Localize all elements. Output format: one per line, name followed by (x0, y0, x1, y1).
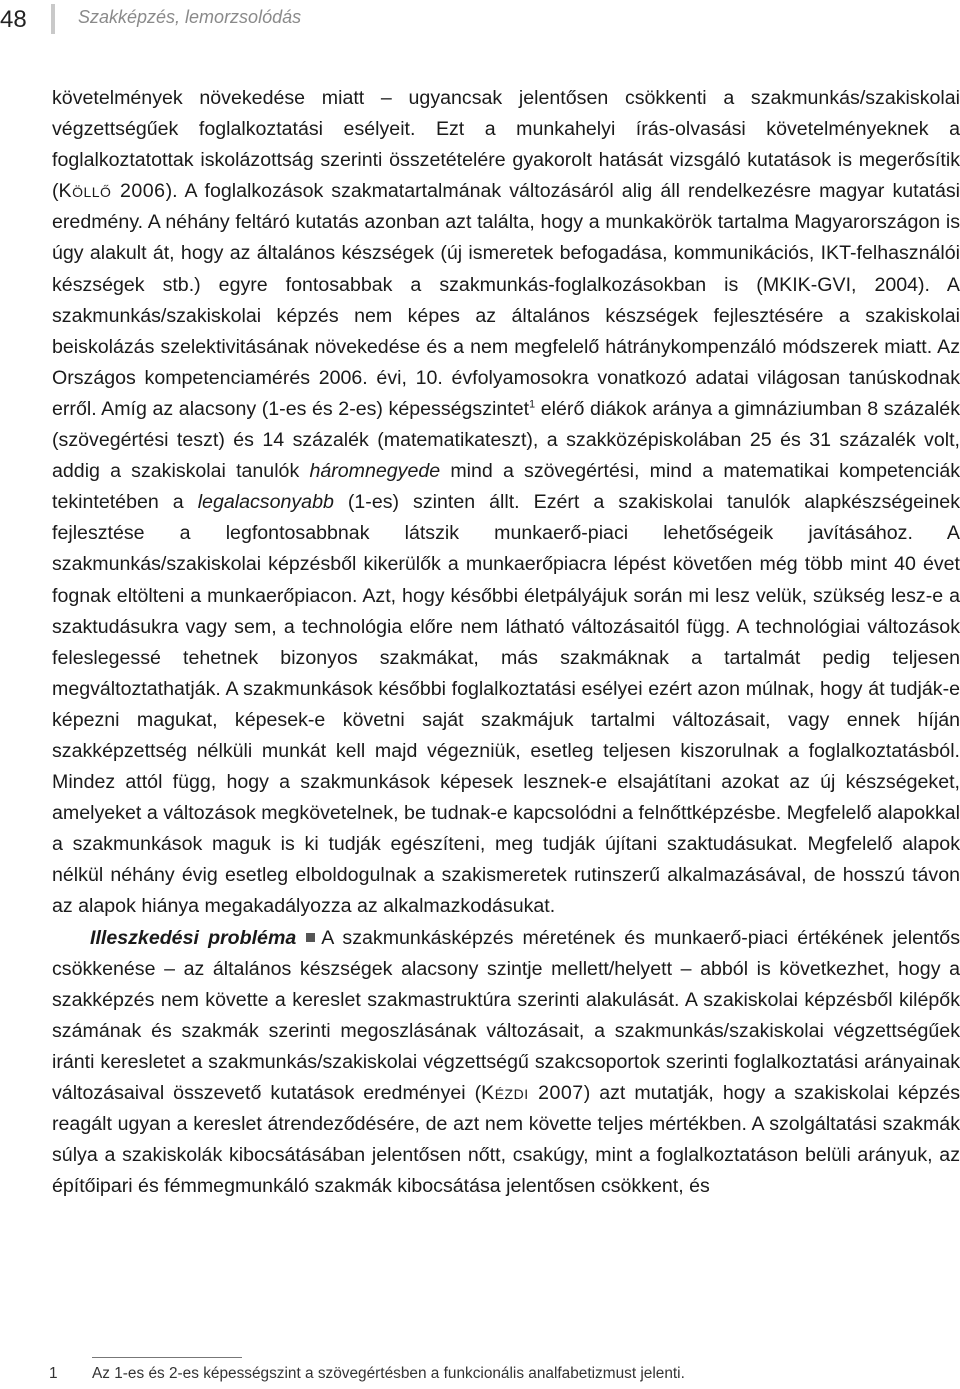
emphasis-haromnegyede: háromnegyede (309, 460, 441, 483)
text-run: (1-es) szinten állt. Ezért a szakiskolai tanulók alapkészségeinek fejlesztése a legfontosabbnak látszik munkaerő-piaci lehetőségeik javításához. A szakmunkás/szakiskolai képzésből kikerülők a munkaerőpiacra lépést követően még több mint 40 évet fognak eltölteni a munkaerőpiacon. Azt, hogy későbbi életpályájuk során mi lesz velük, szükség lesz-e a szaktudásukra vagy sem, a technológia előre nem látható változásaitól függ. A technológiai változások feleslegessé tehetnek bizonyos szakmákat, más szakmáknak a tartalmát pedig teljesen megváltoztathatják. A szakmunkások későbbi foglalkoztatási esélyei ezért azon múlnak, hogy át tudják-e képezni magukat, képesek-e követni saját szakmájuk tartalmi változásait, vagy ennek híján szakképzettség nélküli munkát kell majd végezniük, esetleg teljesen kiszorulnak a foglalkoztatásból. Mindez attól függ, hogy a szakmunkások képesek lesznek-e elsajátítani azokat az új készségeket, amelyeket a változások megkövetelnek, be tudnak-e kapcsolódni a felnőttképzésbe. Megfelelő alapokkal a szakmunkások maguk is ki tudják egészíteni, meg tudják újítani szaktudásukat. Megfelelő alapok nélkül néhány évig esetleg elboldogulnak a szakismeretek rutinszerű alkalmazásával, de hosszú távon az alapok hiánya megakadályozza az alkalmazkodásukat. (52, 491, 960, 918)
paragraph-2 (52, 923, 960, 1203)
footnote-rule (92, 1357, 242, 1358)
body-text (52, 83, 960, 1202)
footnote-reference[interactable]: 1 (529, 398, 536, 411)
text-run: elérő diákok aránya a gimnáziumban 8 százalék (szövegértési teszt) és 14 százalék (matematikateszt), a szakközépiskolában 25 és 31 százalék volt, addig a szakiskolai tanulók (52, 397, 960, 483)
citation-kollo: Köllő 2006 (58, 180, 166, 203)
text-run: A szakmunkásképzés méretének és munkaerő-piaci értékének jelentős csökkenése – az általános készségek alacsony szintje mellett/helyett – abból is következhet, hogy a szakképzés nem követte a kereslet szakmastruktúra szerinti alakulását. A szakiskolai képzésből kilépők számának és szakmák szerinti megoszlásának változásait, a szakmunkás/szakiskolai végzettségűek iránti keresletet a szakmunkás/szakiskolai végzettségű szakcsoportok szerinti foglalkoztatási arányainak változásaival összevető kutatások eredményei ( (52, 926, 960, 1104)
text-run: ). A foglalkozások szakmatartalmának változásáról alig áll rendelkezésre magyar kutatási eredmény. A néhány feltáró kutatás azonban azt találta, hogy a munkakörök tartalma Magyarországon is úgy alakult át, hogy az általános készségek (új ismeretek befogadása, kommunikációs, IKT-felhasználói készségek stb.) egyre fontosabbak a szakmunkás-foglalkozásokban is (MKIK-GVI, 2004). A szakmunkás/szakiskolai képzés nem képes az általános készségek fejlesztésére a szakiskolai beiskolázás szelektivitásának növekedése és a nem megfelelő hátránykompenzáló módszerek miatt. Az Országos kompetenciamérés 2006. évi, 10. évfolyamosokra vonatkozó adatai világosan tanúskodnak erről. Amíg az alacsony (1-es és 2-es) képességszintet (52, 180, 960, 420)
running-title: Szakképzés, lemorzsolódás (78, 7, 302, 27)
header-divider (51, 4, 55, 34)
section-runin-heading: Illeszkedési probléma (90, 926, 297, 949)
paragraph-1 (52, 83, 960, 923)
page-number: 48 (0, 6, 27, 33)
text-run: mind a szövegértési, mind a matematikai kompetenciák tekintetében a (52, 460, 960, 514)
footnote-text: Az 1-es és 2-es képességszint a szövegértésben a funkcionális analfabetizmust jelenti. (92, 1365, 685, 1382)
citation-kezdi: Kézdi 2007 (481, 1082, 584, 1104)
page-header (0, 0, 960, 40)
emphasis-legalacsonyabb: legalacsonyabb (197, 491, 334, 514)
square-bullet-icon (306, 933, 315, 942)
text-run: követelmények növekedése miatt – ugyancsak jelentősen csökkenti a szakmunkás/szakiskolai végzettségűek foglalkoztatási esélyeit. Ezt a munkahelyi írás-olvasási követelményeknek a foglalkoztatottak iskolázottság szerinti összetételére gyakorolt hatását vizsgáló kutatások is megerősítik ( (52, 87, 960, 203)
footnote-marker: 1 (49, 1365, 58, 1382)
text-run: ) azt mutatják, hogy a szakiskolai képzés reagált ugyan a kereslet átrendeződésére, de azt nem követte teljes mértékben. A szolgáltatási szakmák súlya a szakiskolák kibocsátásában jelentősen nőtt, csakúgy, mint a foglalkoztatáson belüli arányuk, az építőipari és fémmegmunkáló szakmák kibocsátása jelentősen csökkent, és (52, 1082, 960, 1198)
